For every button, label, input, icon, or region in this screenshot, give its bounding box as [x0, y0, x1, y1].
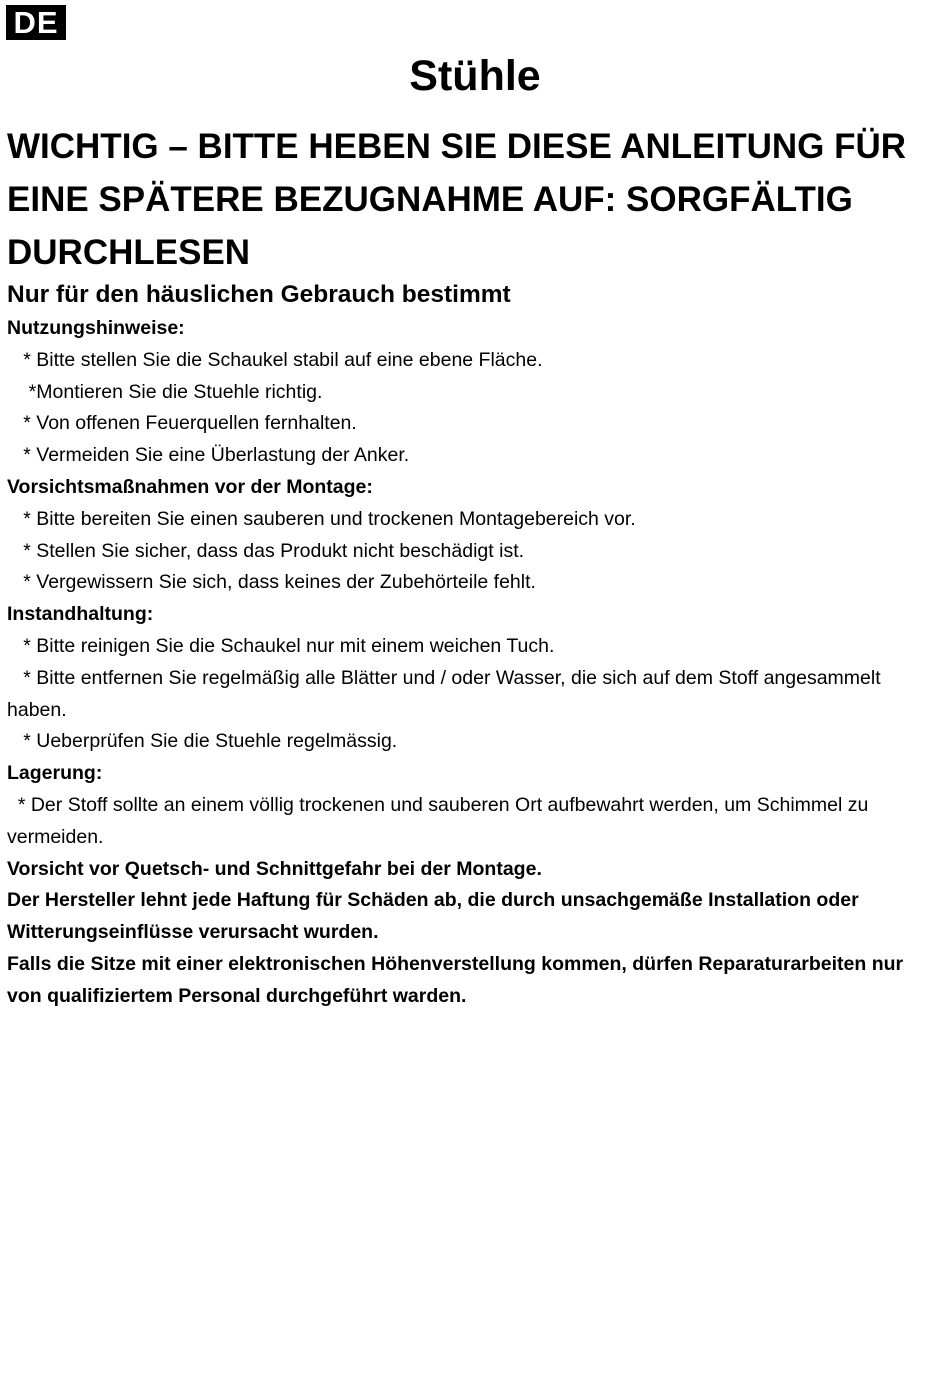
- maintenance-item: * Bitte entfernen Sie regelmäßig alle Blätter und / oder Wasser, die sich auf dem Stoff angesammelt haben.: [7, 666, 887, 721]
- warnings-section: [7, 854, 943, 1013]
- household-use-notice: Nur für den häuslichen Gebrauch bestimmt: [7, 281, 511, 308]
- warning-text: Vorsicht vor Quetsch- und Schnittgefahr bei der Montage.: [7, 857, 542, 880]
- precautions-item: * Stellen Sie sicher, dass das Produkt nicht beschädigt ist.: [7, 539, 525, 562]
- instructions-body: [7, 313, 943, 1013]
- storage-heading: Lagerung:: [7, 762, 103, 785]
- maintenance-item: * Ueberprüfen Sie die Stuehle regelmässig.: [7, 730, 398, 753]
- usage-item: * Bitte stellen Sie die Schaukel stabil auf eine ebene Fläche.: [7, 348, 543, 371]
- maintenance-heading: Instandhaltung:: [7, 603, 154, 626]
- usage-section: [7, 313, 943, 472]
- usage-heading: Nutzungshinweise:: [7, 317, 185, 339]
- important-notice: WICHTIG – BITTE HEBEN SIE DIESE ANLEITUNG FÜR EINE SPÄTERE BEZUGNAHME AUF: SORGFÄLTIG DURCHLESEN: [7, 127, 907, 272]
- usage-item: * Von offenen Feuerquellen fernhalten.: [7, 412, 357, 435]
- warning-text: Der Hersteller lehnt jede Haftung für Schäden ab, die durch unsachgemäße Installation oder Witterungseinflüsse verursacht wurden.: [7, 889, 865, 944]
- usage-item: *Montieren Sie die Stuehle richtig.: [7, 380, 323, 403]
- warning-text: Falls die Sitze mit einer elektronischen Höhenverstellung kommen, dürfen Reparaturarbeiten nur von qualifiziertem Personal durchgeführt warden.: [7, 952, 909, 1007]
- maintenance-item: * Bitte reinigen Sie die Schaukel nur mit einem weichen Tuch.: [7, 634, 555, 657]
- maintenance-section: [7, 599, 943, 758]
- document-title: Stühle: [409, 52, 541, 100]
- storage-section: [7, 758, 943, 853]
- storage-item: * Der Stoff sollte an einem völlig trockenen und sauberen Ort aufbewahrt werden, um Schimmel zu vermeiden.: [7, 793, 874, 848]
- usage-item: * Vermeiden Sie eine Überlastung der Anker.: [7, 444, 410, 467]
- precautions-item: * Vergewissern Sie sich, dass keines der Zubehörteile fehlt.: [7, 571, 536, 594]
- precautions-section: [7, 472, 943, 599]
- language-badge: DE: [6, 5, 66, 40]
- precautions-item: * Bitte bereiten Sie einen sauberen und trockenen Montagebereich vor.: [7, 507, 636, 530]
- precautions-heading: Vorsichtsmaßnahmen vor der Montage:: [7, 475, 373, 498]
